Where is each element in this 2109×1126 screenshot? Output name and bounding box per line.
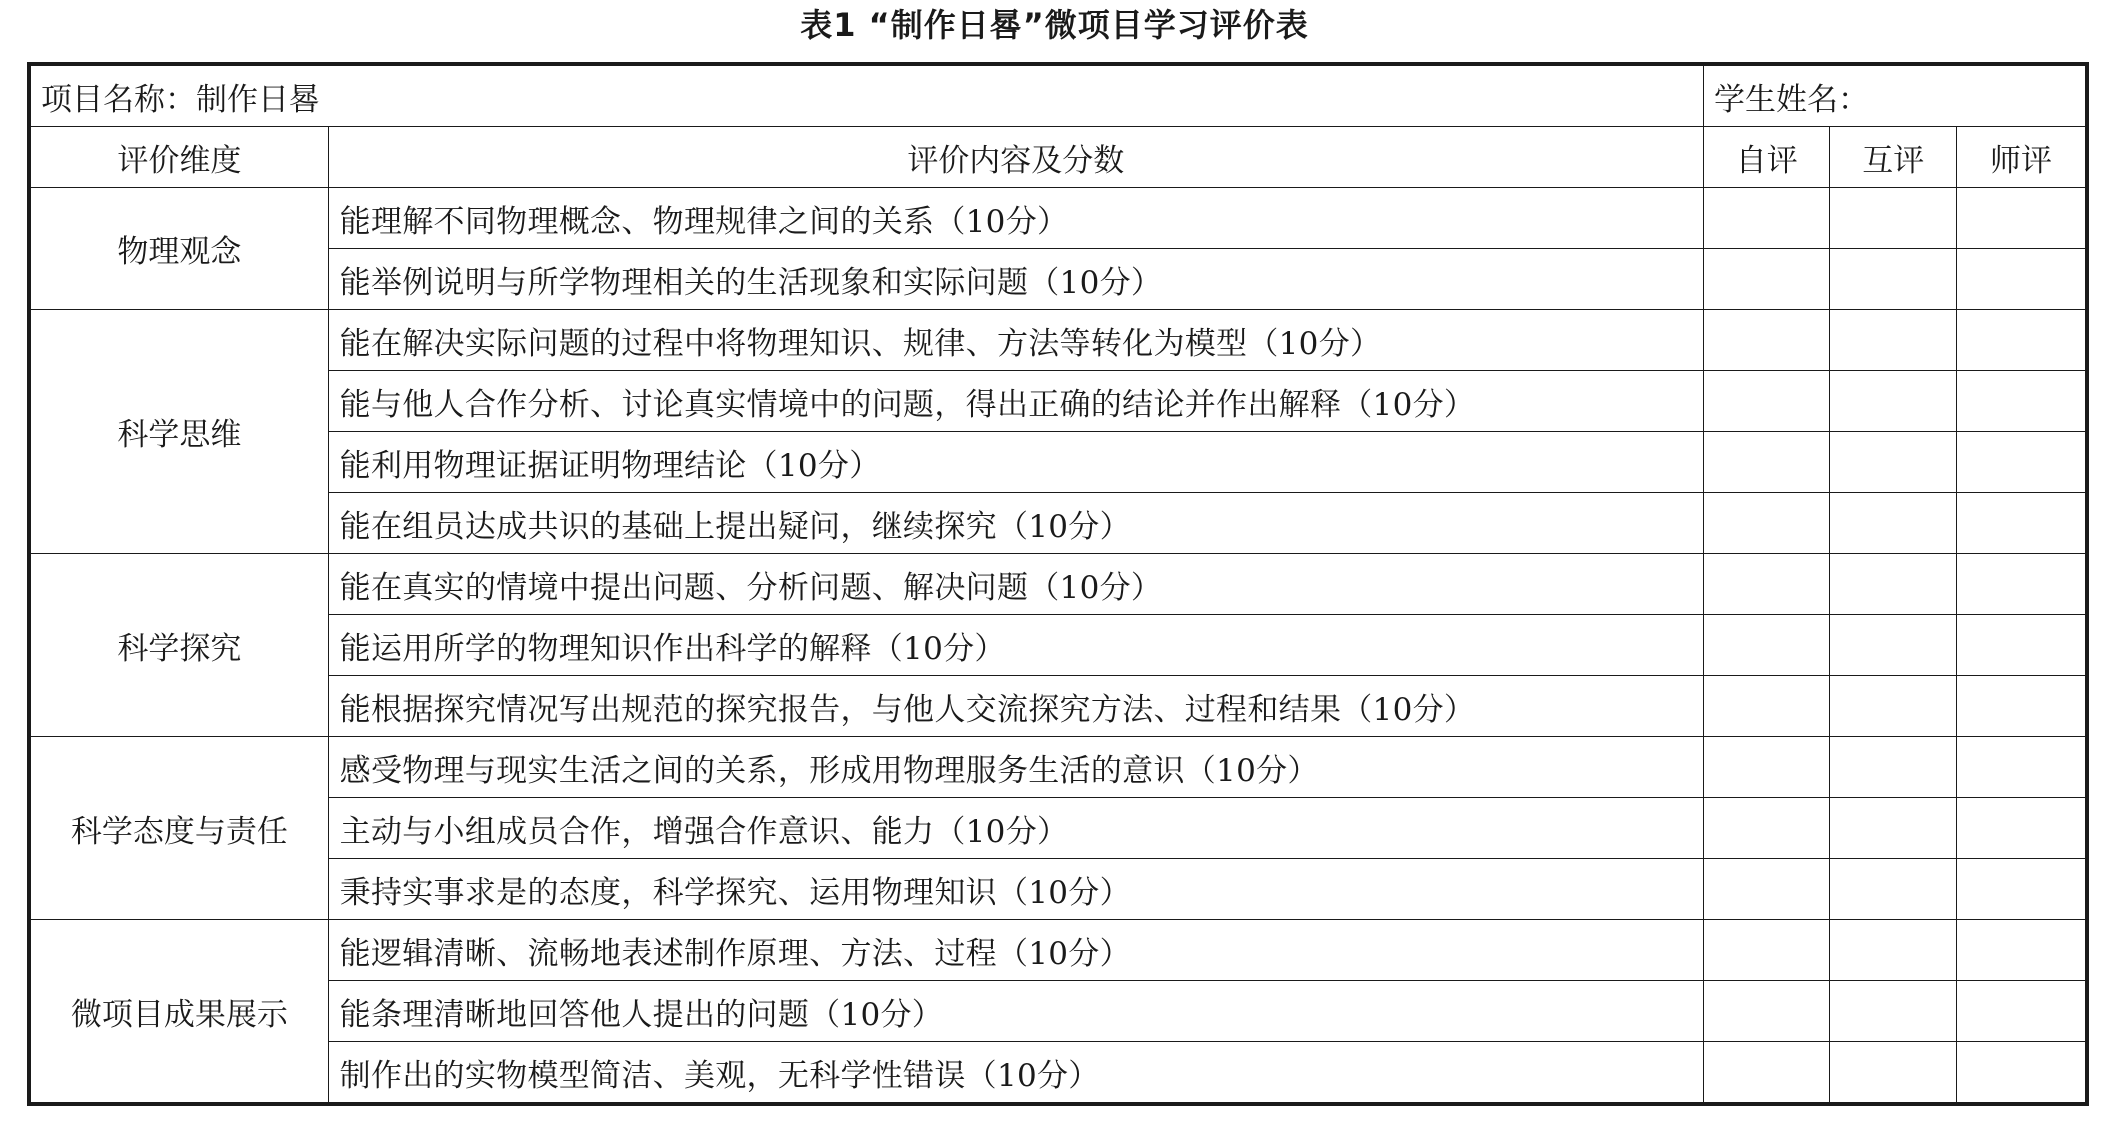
header-teacher: 师评 (1956, 127, 2087, 188)
dimension-cell: 科学探究 (29, 554, 328, 737)
header-peer: 互评 (1830, 127, 1956, 188)
self-score-cell[interactable] (1703, 493, 1829, 554)
criterion-row (29, 310, 2087, 371)
teacher-score-cell[interactable] (1956, 615, 2087, 676)
self-score-cell[interactable] (1703, 920, 1829, 981)
criterion-row (29, 432, 2087, 493)
peer-score-cell[interactable] (1830, 981, 1956, 1042)
teacher-score-cell[interactable] (1956, 1042, 2087, 1105)
peer-score-cell[interactable] (1830, 615, 1956, 676)
self-score-cell[interactable] (1703, 432, 1829, 493)
criterion-row (29, 1042, 2087, 1105)
criterion-row (29, 676, 2087, 737)
criterion-content-cell: 感受物理与现实生活之间的关系，形成用物理服务生活的意识（10分） (328, 737, 1703, 798)
teacher-score-cell[interactable] (1956, 249, 2087, 310)
teacher-score-cell[interactable] (1956, 554, 2087, 615)
self-score-cell[interactable] (1703, 798, 1829, 859)
self-score-cell[interactable] (1703, 249, 1829, 310)
peer-score-cell[interactable] (1830, 737, 1956, 798)
teacher-score-cell[interactable] (1956, 981, 2087, 1042)
criterion-row (29, 920, 2087, 981)
peer-score-cell[interactable] (1830, 1042, 1956, 1105)
criterion-content-cell: 能在真实的情境中提出问题、分析问题、解决问题（10分） (328, 554, 1703, 615)
self-score-cell[interactable] (1703, 188, 1829, 249)
criterion-content-cell: 能在解决实际问题的过程中将物理知识、规律、方法等转化为模型（10分） (328, 310, 1703, 371)
criterion-content-cell: 能理解不同物理概念、物理规律之间的关系（10分） (328, 188, 1703, 249)
header-dimension: 评价维度 (29, 127, 328, 188)
self-score-cell[interactable] (1703, 1042, 1829, 1105)
teacher-score-cell[interactable] (1956, 432, 2087, 493)
table-caption: 表1 “制作日晷”微项目学习评价表 (800, 6, 1309, 44)
criterion-row (29, 249, 2087, 310)
peer-score-cell[interactable] (1830, 798, 1956, 859)
peer-score-cell[interactable] (1830, 249, 1956, 310)
header-row (29, 127, 2087, 188)
evaluation-table (27, 62, 2089, 1106)
dimension-cell: 科学思维 (29, 310, 328, 554)
header-content: 评价内容及分数 (328, 127, 1703, 188)
peer-score-cell[interactable] (1830, 859, 1956, 920)
criterion-row (29, 737, 2087, 798)
criterion-content-cell: 能在组员达成共识的基础上提出疑问，继续探究（10分） (328, 493, 1703, 554)
self-score-cell[interactable] (1703, 371, 1829, 432)
peer-score-cell[interactable] (1830, 920, 1956, 981)
dimension-cell: 科学态度与责任 (29, 737, 328, 920)
criterion-content-cell: 主动与小组成员合作，增强合作意识、能力（10分） (328, 798, 1703, 859)
criterion-content-cell: 能条理清晰地回答他人提出的问题（10分） (328, 981, 1703, 1042)
teacher-score-cell[interactable] (1956, 676, 2087, 737)
criterion-content-cell: 秉持实事求是的态度，科学探究、运用物理知识（10分） (328, 859, 1703, 920)
criterion-row (29, 188, 2087, 249)
peer-score-cell[interactable] (1830, 676, 1956, 737)
criterion-content-cell: 制作出的实物模型简洁、美观，无科学性错误（10分） (328, 1042, 1703, 1105)
teacher-score-cell[interactable] (1956, 798, 2087, 859)
dimension-cell: 微项目成果展示 (29, 920, 328, 1105)
self-score-cell[interactable] (1703, 737, 1829, 798)
teacher-score-cell[interactable] (1956, 188, 2087, 249)
peer-score-cell[interactable] (1830, 188, 1956, 249)
teacher-score-cell[interactable] (1956, 371, 2087, 432)
teacher-score-cell[interactable] (1956, 920, 2087, 981)
peer-score-cell[interactable] (1830, 371, 1956, 432)
teacher-score-cell[interactable] (1956, 493, 2087, 554)
teacher-score-cell[interactable] (1956, 310, 2087, 371)
criterion-row (29, 371, 2087, 432)
project-name-cell: 项目名称：制作日晷 (29, 64, 1703, 127)
peer-score-cell[interactable] (1830, 432, 1956, 493)
header-self: 自评 (1703, 127, 1829, 188)
self-score-cell[interactable] (1703, 859, 1829, 920)
criterion-content-cell: 能根据探究情况写出规范的探究报告，与他人交流探究方法、过程和结果（10分） (328, 676, 1703, 737)
teacher-score-cell[interactable] (1956, 737, 2087, 798)
teacher-score-cell[interactable] (1956, 859, 2087, 920)
criterion-row (29, 798, 2087, 859)
student-name-cell[interactable]: 学生姓名： (1703, 64, 2087, 127)
criterion-content-cell: 能逻辑清晰、流畅地表述制作原理、方法、过程（10分） (328, 920, 1703, 981)
self-score-cell[interactable] (1703, 676, 1829, 737)
peer-score-cell[interactable] (1830, 310, 1956, 371)
self-score-cell[interactable] (1703, 554, 1829, 615)
self-score-cell[interactable] (1703, 310, 1829, 371)
criterion-content-cell: 能与他人合作分析、讨论真实情境中的问题，得出正确的结论并作出解释（10分） (328, 371, 1703, 432)
criterion-content-cell: 能利用物理证据证明物理结论（10分） (328, 432, 1703, 493)
info-row (29, 64, 2087, 127)
criterion-row (29, 554, 2087, 615)
criterion-row (29, 615, 2087, 676)
criterion-row (29, 981, 2087, 1042)
criterion-content-cell: 能运用所学的物理知识作出科学的解释（10分） (328, 615, 1703, 676)
self-score-cell[interactable] (1703, 981, 1829, 1042)
evaluation-table-body (29, 64, 2087, 1104)
criterion-row (29, 859, 2087, 920)
criterion-content-cell: 能举例说明与所学物理相关的生活现象和实际问题（10分） (328, 249, 1703, 310)
self-score-cell[interactable] (1703, 615, 1829, 676)
peer-score-cell[interactable] (1830, 493, 1956, 554)
dimension-cell: 物理观念 (29, 188, 328, 310)
peer-score-cell[interactable] (1830, 554, 1956, 615)
criterion-row (29, 493, 2087, 554)
